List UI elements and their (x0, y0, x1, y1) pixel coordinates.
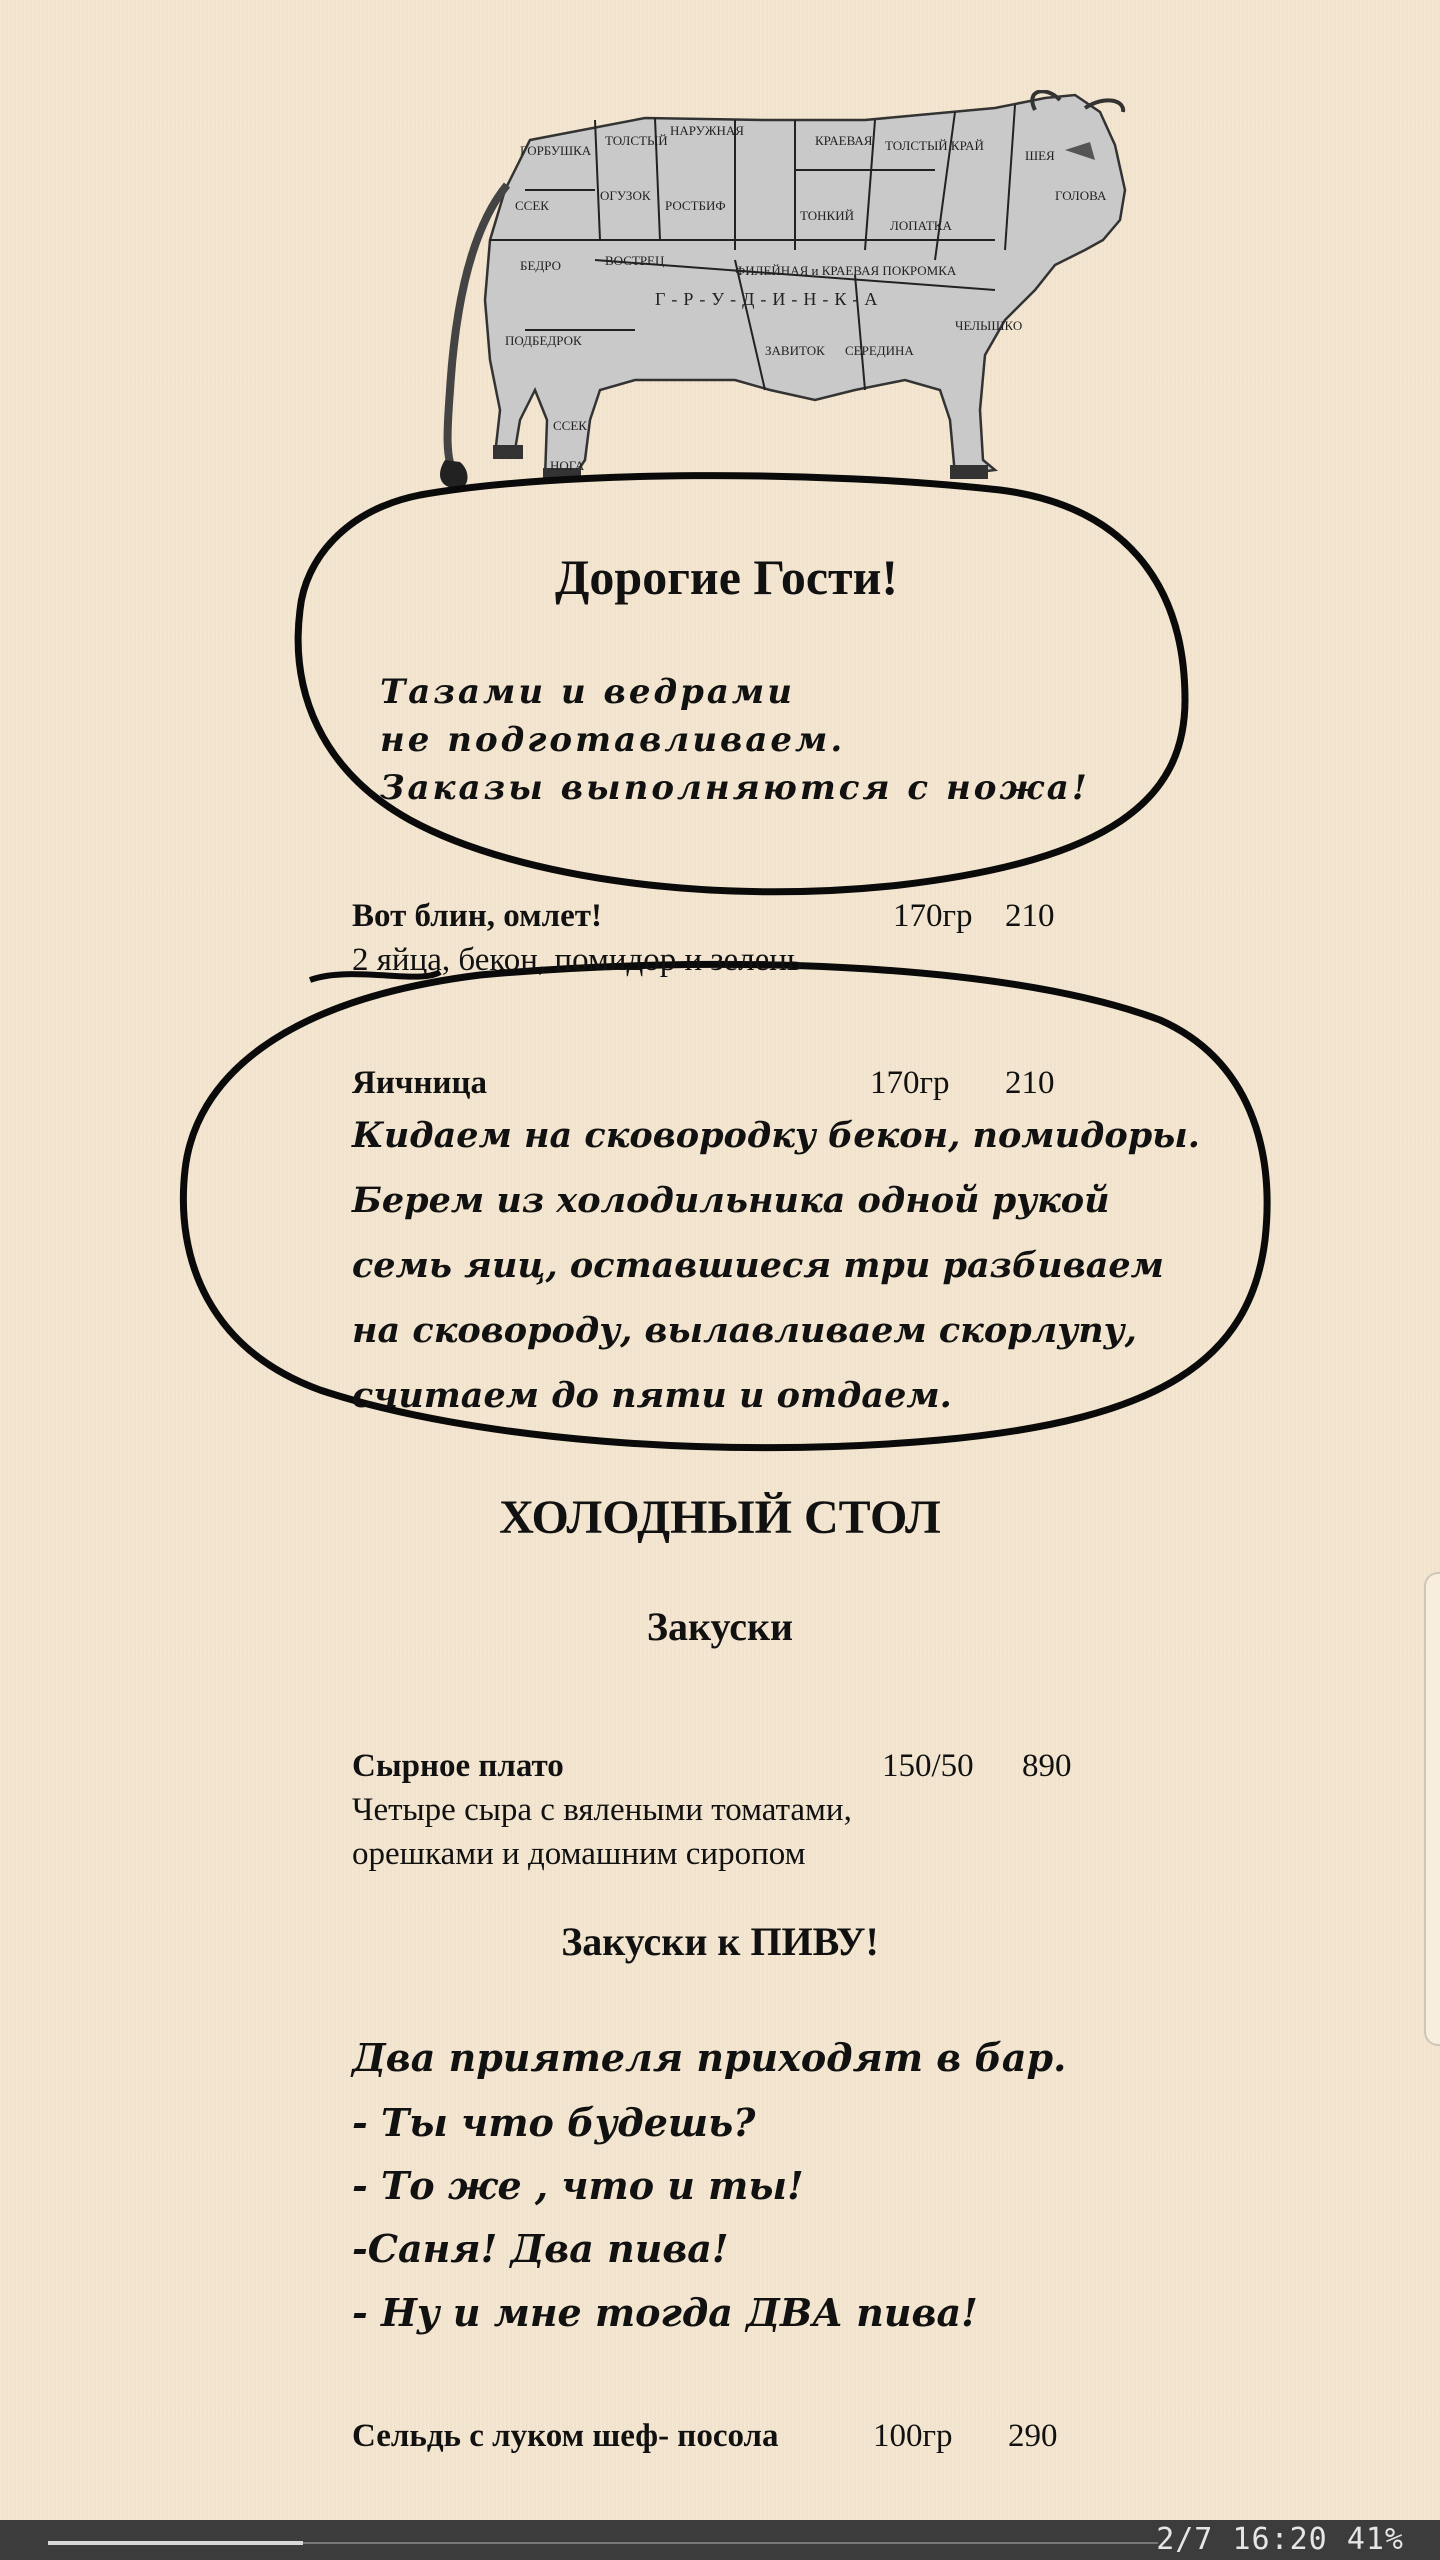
svg-text:РОСТБИФ: РОСТБИФ (665, 198, 726, 213)
svg-text:Г-Р-У-Д-И-Н-К-А: Г-Р-У-Д-И-Н-К-А (655, 289, 884, 309)
section-title-cold-table: ХОЛОДНЫЙ СТОЛ (499, 1491, 941, 1544)
svg-text:ССЕК: ССЕК (553, 418, 587, 433)
item-weight: 170гр (893, 898, 973, 934)
section-title-appetizers: Закуски (646, 1604, 794, 1649)
status-text (1156, 2522, 1404, 2557)
greeting-title: Дорогие Гости! (555, 549, 899, 605)
svg-text:ССЕК: ССЕК (515, 198, 549, 213)
svg-text:ЗАВИТОК: ЗАВИТОК (765, 343, 825, 358)
svg-text:ОГУЗОК: ОГУЗОК (600, 188, 651, 203)
svg-text:ВОСТРЕЦ: ВОСТРЕЦ (605, 253, 665, 268)
item-name: Яичница (352, 1065, 487, 1101)
greeting-line: Тазами и ведрами (380, 672, 795, 712)
svg-text:БЕДРО: БЕДРО (520, 258, 562, 273)
item-description: 2 яйца, бекон, помидор и зелень (352, 942, 802, 978)
svg-text:НАРУЖНАЯ: НАРУЖНАЯ (670, 123, 744, 138)
joke-line: - Ну и мне тогда ДВА пива! (352, 2290, 978, 2335)
item-weight: 100гр (873, 2418, 953, 2454)
joke-line: -Саня! Два пива! (352, 2226, 729, 2271)
joke-line: Два приятеля приходят в бар. (352, 2035, 1067, 2080)
greeting-line: не подготавливаем. (380, 720, 846, 760)
item-price: 890 (1022, 1748, 1072, 1784)
fried-eggs-text-line: Берем из холодильника одной рукой (352, 1180, 1110, 1221)
item-price: 210 (1005, 898, 1055, 934)
clock: 16:20 (1232, 2522, 1328, 2557)
section-title-beer-snacks: Закуски к ПИВУ! (561, 1919, 879, 1964)
svg-text:ГОЛОВА: ГОЛОВА (1055, 188, 1107, 203)
svg-text:ТОЛСТЫЙ: ТОЛСТЫЙ (605, 133, 668, 148)
svg-text:ТОЛСТЫЙ КРАЙ: ТОЛСТЫЙ КРАЙ (885, 138, 984, 153)
svg-text:ГОРБУШКА: ГОРБУШКА (520, 143, 592, 158)
item-name: Вот блин, омлет! (352, 898, 602, 934)
svg-text:ЧЕЛЫШКО: ЧЕЛЫШКО (955, 318, 1023, 333)
reader-status-bar (0, 2520, 1440, 2560)
fried-eggs-text-line: Кидаем на сковородку бекон, помидоры. (352, 1115, 1200, 1156)
side-panel-handle[interactable] (1424, 1572, 1440, 2046)
item-name: Сырное плато (352, 1748, 564, 1784)
svg-text:СЕРЕДИНА: СЕРЕДИНА (845, 343, 914, 358)
battery-level: 41% (1346, 2522, 1404, 2557)
item-description: орешками и домашним сиропом (352, 1836, 806, 1872)
fried-eggs-text-line: считаем до пяти и отдаем. (352, 1375, 952, 1416)
svg-text:НОГА: НОГА (550, 458, 585, 473)
item-name: Сельдь с луком шеф- посола (352, 2418, 779, 2454)
item-weight: 170гр (870, 1065, 950, 1101)
joke-line: - То же , что и ты! (352, 2163, 804, 2208)
item-price: 290 (1008, 2418, 1058, 2454)
reading-progress-track[interactable] (48, 2542, 1158, 2544)
item-price: 210 (1005, 1065, 1055, 1101)
svg-text:ПОДБЕДРОК: ПОДБЕДРОК (505, 333, 582, 348)
greeting-line: Заказы выполняются с ножа! (380, 768, 1090, 808)
svg-text:ШЕЯ: ШЕЯ (1025, 148, 1055, 163)
fried-eggs-text-line: семь яиц, оставшиеся три разбиваем (352, 1245, 1164, 1286)
svg-text:ФИЛЕЙНАЯ и КРАЕВАЯ ПОКРОМКА: ФИЛЕЙНАЯ и КРАЕВАЯ ПОКРОМКА (735, 263, 957, 278)
cow-tail-tuft (440, 460, 468, 488)
reading-progress-fill (48, 2541, 303, 2545)
svg-text:ЛОПАТКА: ЛОПАТКА (890, 218, 952, 233)
joke-line: - Ты что будешь? (352, 2100, 756, 2145)
page-indicator: 2/7 (1156, 2522, 1214, 2557)
svg-text:ТОНКИЙ: ТОНКИЙ (800, 208, 854, 223)
fried-eggs-text-line: на сковороду, вылавливаем скорлупу, (352, 1310, 1137, 1351)
item-weight: 150/50 (882, 1748, 974, 1784)
item-description: Четыре сыра с вялеными томатами, (352, 1792, 852, 1828)
cow-cuts-diagram (435, 90, 1135, 530)
svg-text:КРАЕВАЯ: КРАЕВАЯ (815, 133, 873, 148)
